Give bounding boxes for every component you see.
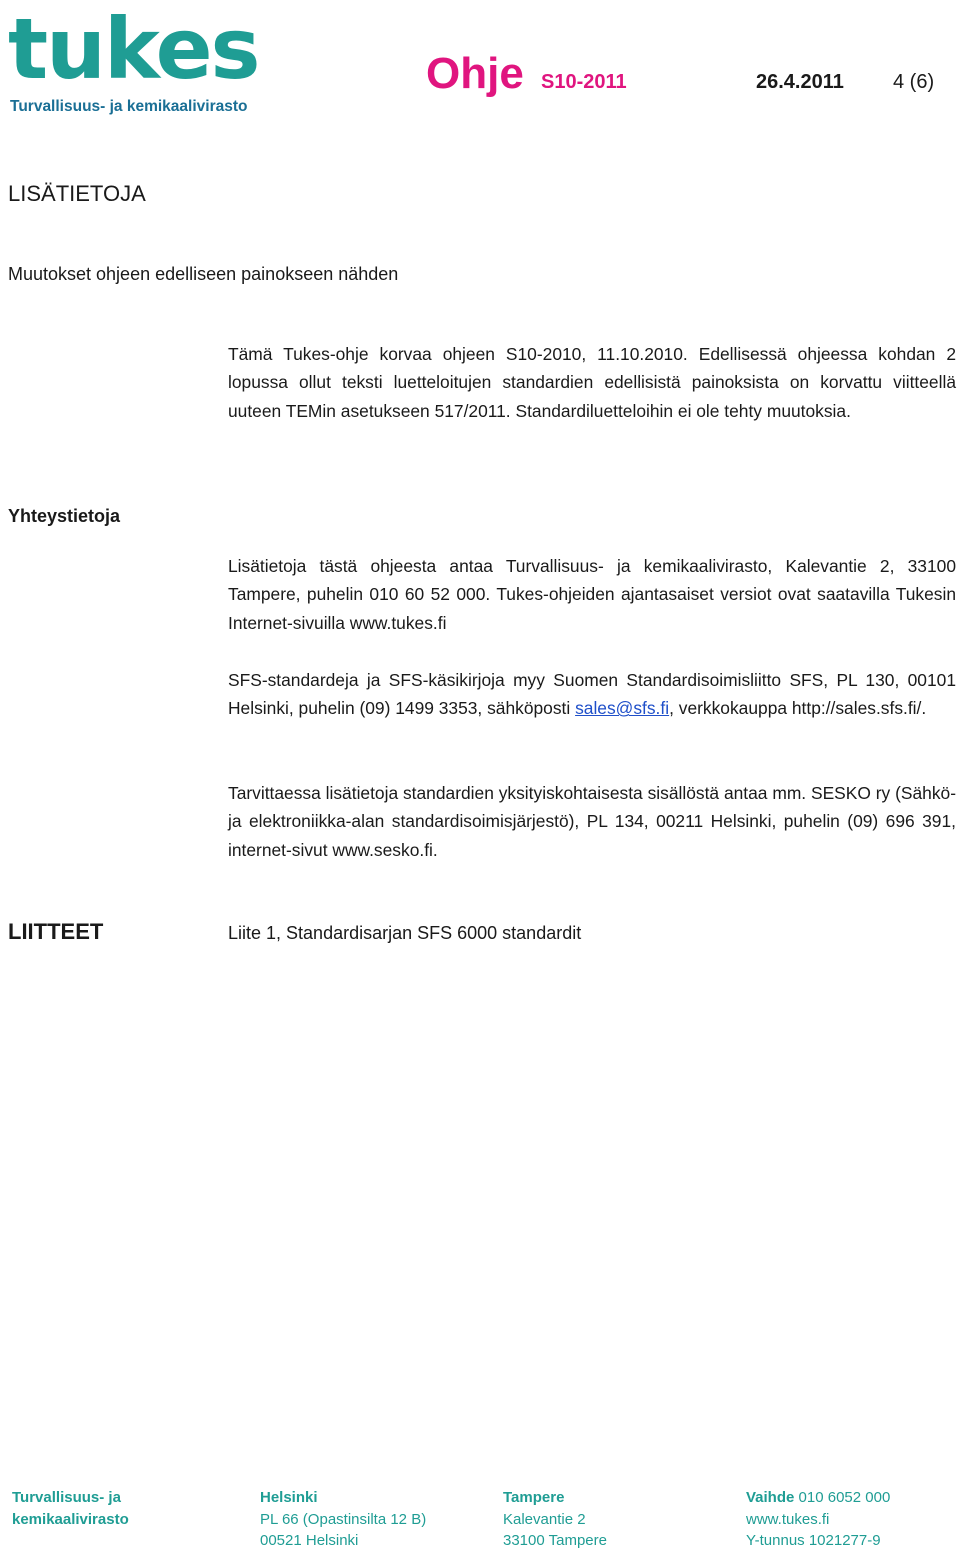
page-number: 4 (6) [893, 71, 935, 93]
footer-organization [12, 1487, 129, 1530]
footer-tampere-title: Tampere [503, 1489, 565, 1506]
sfs-email-link[interactable]: sales@sfs.fi [575, 698, 670, 719]
footer-helsinki-title: Helsinki [260, 1489, 318, 1506]
footer-website: www.tukes.fi [746, 1510, 830, 1528]
logo-tagline: Turvallisuus- ja kemikaalivirasto [10, 98, 248, 115]
footer-contact [746, 1487, 890, 1552]
changes-paragraph [228, 340, 956, 425]
changes-text: Tämä Tukes-ohje korvaa ohjeen S10-2010, 11.10.2010. Edellisessä ohjeessa kohdan 2 lopussa ollut teksti luetteloitujen standardien edellisistä painoksista on korvattu viitteellä uuteen TEMin asetukseen 517/2011. Standardiluetteloihin ei ole tehty muutoksia. [228, 344, 956, 421]
logo-wordmark: tukes [8, 0, 259, 98]
sfs-text [228, 666, 956, 723]
attachment-item: Liite 1, Standardisarjan SFS 6000 standardit [228, 923, 582, 943]
footer-tampere-postal: 33100 Tampere [503, 1532, 607, 1549]
contact-heading: Yhteystietoja [8, 506, 121, 526]
footer-org-line1: Turvallisuus- ja [12, 1489, 121, 1506]
footer-helsinki [260, 1487, 426, 1552]
main-heading: LISÄTIETOJA [8, 181, 146, 206]
sfs-text-before: SFS-standardeja ja SFS-käsikirjoja myy Suomen Standardisoimisliitto SFS, PL 130, 00101 Helsinki, puhelin (09) 1499 3353, sähköposti [228, 670, 956, 719]
sesko-paragraph [228, 779, 956, 864]
footer-helsinki-postal: 00521 Helsinki [260, 1532, 359, 1549]
footer-switchboard-phone: 010 6052 000 [794, 1489, 891, 1506]
attachments-heading: LIITTEET [8, 919, 104, 944]
document-date: 26.4.2011 [756, 71, 844, 93]
document-code: S10-2011 [541, 71, 627, 93]
sfs-text-after: , verkkokauppa http://sales.sfs.fi/. [669, 698, 927, 719]
changes-heading: Muutokset ohjeen edelliseen painokseen nähden [8, 264, 399, 284]
footer-switchboard [746, 1487, 890, 1509]
sesko-text: Tarvittaessa lisätietoja standardien yksityiskohtaisesta sisällöstä antaa mm. SESKO ry (Sähkö- ja elektroniikka-alan standardisoimisjärjestö), PL 134, 00211 Helsinki, puhelin (09) 696 391, internet-sivut www.sesko.fi. [228, 783, 956, 860]
sfs-paragraph [228, 666, 956, 723]
footer-tampere [503, 1487, 607, 1552]
contact-text: Lisätietoja tästä ohjeesta antaa Turvallisuus- ja kemikaalivirasto, Kalevantie 2, 33100 Tampere, puhelin 010 60 52 000. Tukes-ohjeiden ajantasaiset versiot ovat saatavilla Tukesin Internet-sivuilla www.tukes.fi [228, 556, 956, 633]
footer-helsinki-address: PL 66 (Opastinsilta 12 B) [260, 1510, 427, 1528]
contact-paragraph [228, 552, 956, 637]
footer-tampere-address: Kalevantie 2 [503, 1510, 586, 1528]
footer-org-line2: kemikaalivirasto [12, 1510, 129, 1528]
footer-business-id: Y-tunnus 1021277-9 [746, 1532, 881, 1549]
document-type: Ohje [426, 49, 524, 98]
tukes-logo [8, 0, 259, 122]
footer-switchboard-label: Vaihde [746, 1489, 795, 1506]
